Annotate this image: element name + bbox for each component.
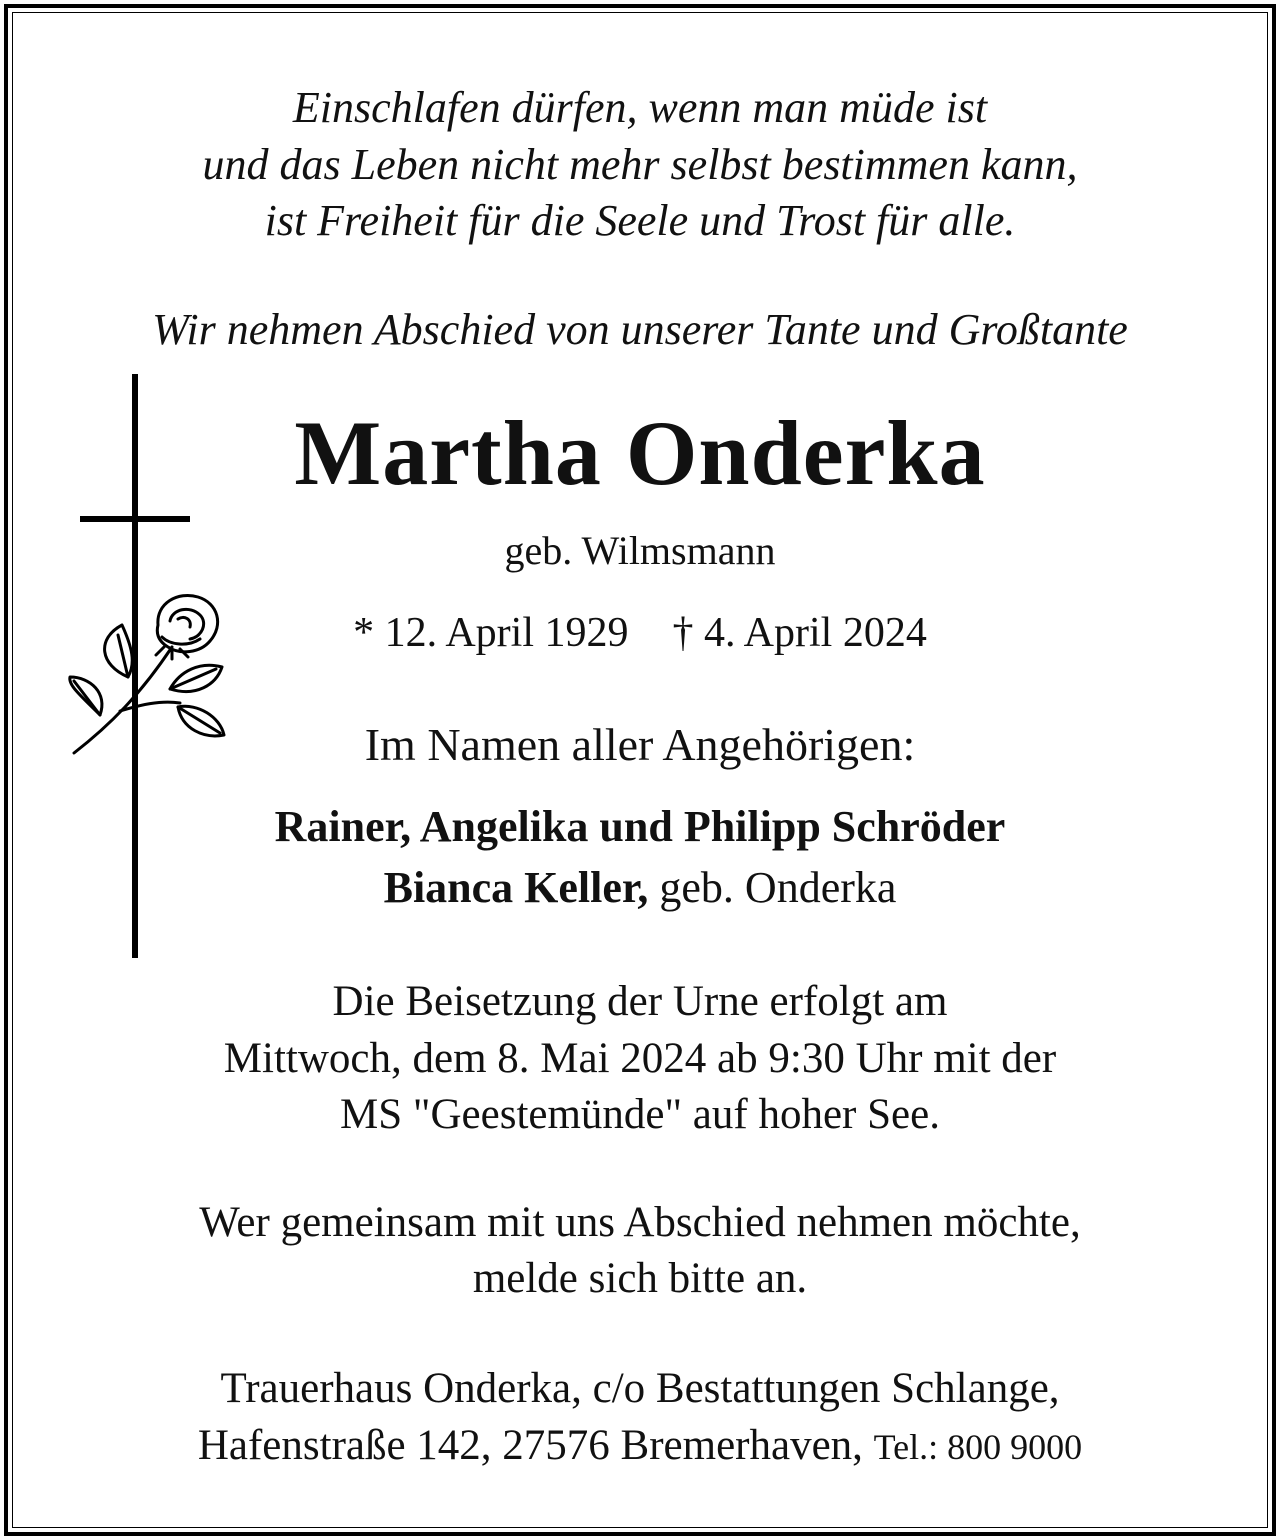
- cross-icon-bar: [80, 516, 190, 522]
- mourners-line-1: [0, 802, 1280, 851]
- invitation-line-2: melde sich bitte an.: [472, 1255, 808, 1302]
- burial-line-1: Die Beisetzung der Urne erfolgt am: [332, 978, 948, 1025]
- intro-text: Wir nehmen Abschied von unserer Tante und Großtante: [152, 305, 1128, 354]
- verse-line-2: und das Leben nicht mehr selbst bestimmen kann,: [202, 140, 1078, 189]
- invitation-line-1: Wer gemeinsam mit uns Abschied nehmen möchte,: [199, 1199, 1081, 1246]
- verse-line-3: ist Freiheit für die Seele und Trost für alle.: [264, 196, 1016, 245]
- mourners-name-2: Bianca Keller,: [383, 863, 649, 912]
- contact-line-1: Trauerhaus Onderka, c/o Bestattungen Schlange,: [220, 1365, 1060, 1412]
- burial-line-3: MS "Geestemünde" auf hoher See.: [340, 1091, 940, 1138]
- burial-line-2: Mittwoch, dem 8. Mai 2024 ab 9:30 Uhr mit der: [223, 1035, 1057, 1082]
- mourners-heading: Im Namen aller Angehörigen:: [364, 719, 916, 770]
- birth-name: geb. Wilmsmann: [504, 528, 776, 573]
- contact-line-2: [0, 1424, 1280, 1467]
- deceased-name: Martha Onderka: [294, 402, 986, 504]
- death-date: † 4. April 2024: [672, 610, 927, 656]
- contact-address: Hafenstraße 142, 27576 Bremerhaven,: [197, 1422, 863, 1469]
- contact-phone: Tel.: 800 9000: [873, 1427, 1083, 1467]
- mourners-birth-name: geb. Onderka: [659, 863, 897, 912]
- verse-line-1: Einschlafen dürfen, wenn man müde ist: [292, 83, 988, 132]
- life-dates: [0, 612, 1280, 654]
- birth-date: * 12. April 1929: [353, 610, 629, 656]
- mourners-line-2: [0, 863, 1280, 912]
- mourners-names-1: Rainer, Angelika und Philipp Schröder: [274, 802, 1006, 851]
